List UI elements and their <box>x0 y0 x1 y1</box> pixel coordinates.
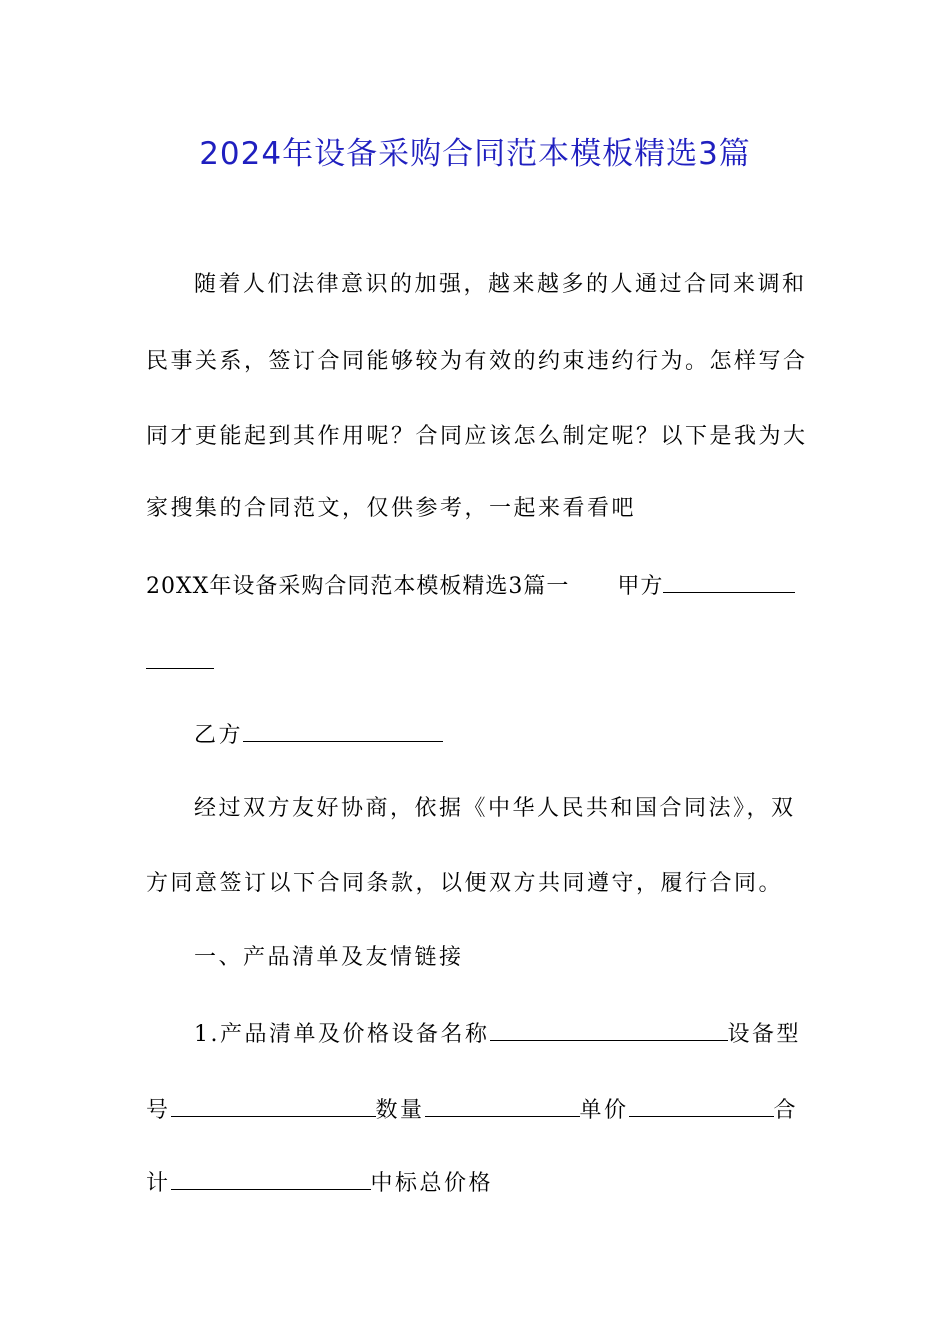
intro-line-1: 随着人们法律意识的加强，越来越多的人通过合同来调和 <box>194 272 807 297</box>
total-label-start: 合 <box>773 1098 799 1123</box>
item-one-line <box>194 1018 801 1050</box>
party-b-line <box>194 719 443 751</box>
intro-line-4: 家搜集的合同范文，仅供参考，一起来看看吧 <box>146 496 637 521</box>
party-a-blank-continued <box>146 646 214 669</box>
intro-line-2: 民事关系，签订合同能够较为有效的约束违约行为。怎样写合 <box>146 349 808 374</box>
party-a-label: 甲方 <box>617 574 664 599</box>
unit-price-label: 单价 <box>579 1098 629 1123</box>
party-b-blank <box>243 719 443 742</box>
total-label-end: 计 <box>146 1171 171 1196</box>
quantity-price-line <box>146 1094 798 1126</box>
model-label-start: 设备型 <box>727 1022 802 1047</box>
total-line <box>146 1167 493 1199</box>
document-title: 2024年设备采购合同范本模板精选3篇 <box>199 136 751 172</box>
clause-one-heading: 一、产品清单及友情链接 <box>194 945 464 970</box>
consult-line-1: 经过双方友好协商，依据《中华人民共和国合同法》，双 <box>194 796 796 821</box>
quantity-label: 数量 <box>375 1098 425 1123</box>
consult-line-2: 方同意签订以下合同条款，以便双方共同遵守，履行合同。 <box>146 871 784 896</box>
party-b-label: 乙方 <box>194 723 244 748</box>
quantity-blank <box>425 1094 580 1117</box>
party-a-blank <box>663 570 795 593</box>
party-a-blank-continued-line <box>146 646 214 678</box>
item-one-label: 1.产品清单及价格设备名称 <box>194 1022 490 1047</box>
model-blank <box>171 1094 376 1117</box>
section-heading: 20XX年设备采购合同范本模板精选3篇一 <box>146 574 570 599</box>
bid-total-label: 中标总价格 <box>370 1171 494 1196</box>
total-blank <box>171 1167 371 1190</box>
section-heading-line <box>146 570 795 602</box>
model-label-end: 号 <box>146 1098 171 1123</box>
unit-price-blank <box>629 1094 774 1117</box>
intro-line-3: 同才更能起到其作用呢？合同应该怎么制定呢？以下是我为大 <box>146 424 808 449</box>
device-name-blank <box>490 1018 728 1041</box>
